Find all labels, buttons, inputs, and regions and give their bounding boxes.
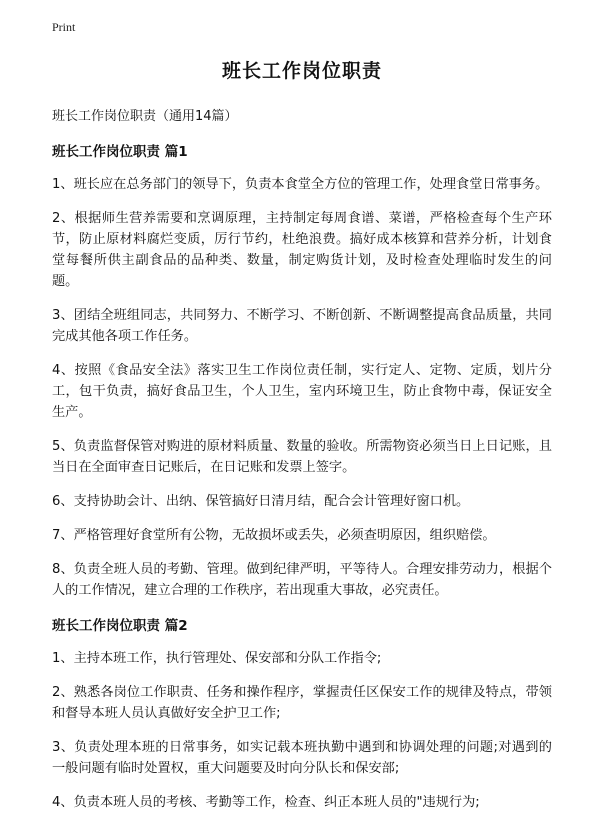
section-1 bbox=[52, 140, 552, 601]
paragraph: 8、负责全班人员的考勤、管理。做到纪律严明，平等待人。合理安排劳动力，根据个人的工作情况，建立合理的工作秩序，若出现重大事故，必究责任。 bbox=[52, 562, 552, 598]
paragraph: 4、负责本班人员的考核、考勤等工作，检查、纠正本班人员的"违规行为; bbox=[52, 795, 480, 810]
page-title: 班长工作岗位职责 bbox=[221, 60, 382, 82]
paragraph: 1、班长应在总务部门的领导下，负责本食堂全方位的管理工作，处理食堂日常事务。 bbox=[52, 177, 549, 192]
paragraph: 5、负责监督保管对购进的原材料质量、数量的验收。所需物资必须当日上日记账，且当日在全面审查日记账后，在日记账和发票上签字。 bbox=[52, 439, 552, 475]
section-heading: 班长工作岗位职责 篇2 bbox=[52, 618, 188, 634]
print-label: Print bbox=[52, 20, 76, 34]
paragraph: 3、团结全班组同志，共同努力、不断学习、不断创新、不断调整提高食品质量，共同完成其他各项工作任务。 bbox=[52, 308, 552, 344]
paragraph: 6、支持协助会计、出纳、保管搞好日清月结，配合会计管理好窗口机。 bbox=[52, 494, 470, 509]
paragraph: 1、主持本班工作，执行管理处、保安部和分队工作指令; bbox=[52, 651, 382, 666]
paragraph: 2、根据师生营养需要和烹调原理，主持制定每周食谱、菜谱，严格检查每个生产环节，防止原材料腐烂变质，厉行节约，杜绝浪费。搞好成本核算和营养分析，计划食堂每餐所供主副食品的品种类、数量，制定购货计划，及时检查处理临时发生的问题。 bbox=[52, 211, 552, 289]
document-subtitle: 班长工作岗位职责（通用14篇） bbox=[52, 109, 238, 124]
paragraph: 7、严格管理好食堂所有公物，无故损坏或丢失，必须查明原因，组织赔偿。 bbox=[52, 528, 496, 543]
document-body bbox=[52, 50, 552, 826]
paragraph: 2、熟悉各岗位工作职责、任务和操作程序，掌握责任区保安工作的规律及特点，带领和督导本班人员认真做好安全护卫工作; bbox=[52, 685, 552, 721]
paragraph: 4、按照《食品安全法》落实卫生工作岗位责任制，实行定人、定物、定质，划片分工，包干负责，搞好食品卫生，个人卫生，室内环境卫生，防止食物中毒，保证安全生产。 bbox=[52, 363, 552, 420]
paragraph: 3、负责处理本班的日常事务，如实记载本班执勤中遇到和协调处理的问题;对遇到的一般问题有临时处置权，重大问题要及时向分队长和保安部; bbox=[52, 740, 552, 776]
section-2 bbox=[52, 614, 552, 813]
section-heading: 班长工作岗位职责 篇1 bbox=[52, 144, 188, 160]
